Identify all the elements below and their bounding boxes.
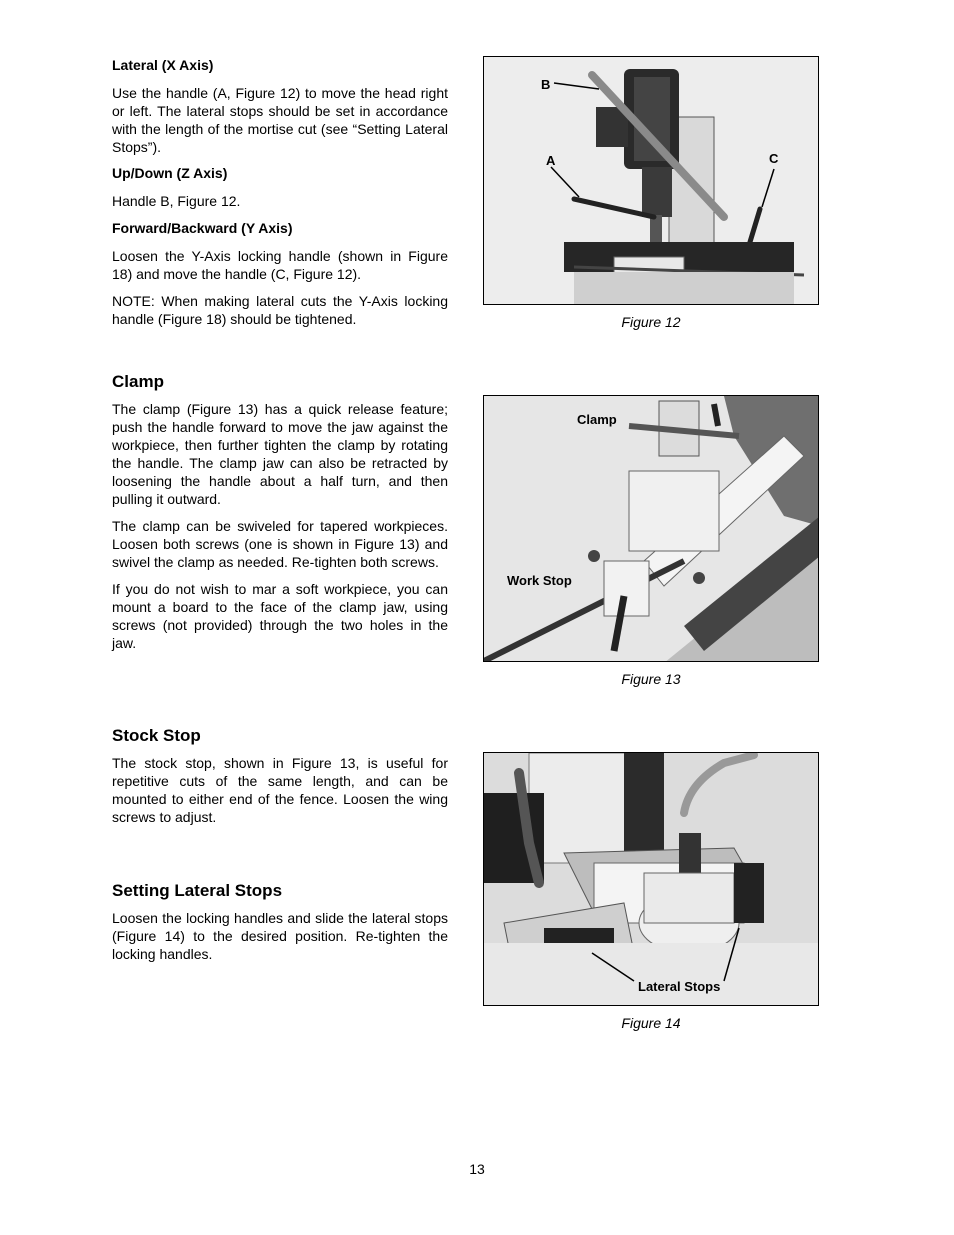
heading-clamp: Clamp — [112, 372, 164, 391]
figure-12-label-b: B — [541, 77, 551, 92]
section-forward — [112, 220, 448, 328]
text-setting-lateral-stops: Loosen the locking handles and slide the lateral stops (Figure 14) to the desired position. Re-tighten the locking handles. — [112, 910, 448, 962]
text-clamp-p2: The clamp can be swiveled for tapered workpieces. Loosen both screws (one is shown in Figure 13) and swivel the clamp as needed. Re-tighten both screws. — [112, 518, 448, 570]
text-clamp-p1: The clamp (Figure 13) has a quick release feature; push the handle forward to move the jaw against the workpiece, then further tighten the clamp by rotating the handle. The clamp jaw can also be retracted by loosening the handle about a half turn, and then pulling it outward. — [112, 401, 448, 507]
section-clamp — [112, 372, 448, 652]
heading-forward-backward-y-axis: Forward/Backward (Y Axis) — [112, 220, 293, 236]
heading-lateral-x-axis: Lateral (X Axis) — [112, 57, 214, 73]
text-clamp-p3: If you do not wish to mar a soft workpiece, you can mount a board to the face of the clamp jaw, using screws (not provided) through the two holes in the jaw. — [112, 581, 448, 651]
figure-13-label-clamp: Clamp — [577, 412, 617, 427]
text-lateral-x-axis: Use the handle (A, Figure 12) to move the head right or left. The lateral stops should be set in accordance with the length of the mortise cut (see “Setting Lateral Stops”). — [112, 85, 448, 155]
section-lateral — [112, 57, 448, 156]
figure-14-photo — [483, 752, 819, 1006]
figure-12-label-a: A — [546, 153, 556, 168]
figure-13-caption: Figure 13 — [621, 671, 681, 687]
section-updown — [112, 165, 448, 210]
figure-14-label-lateral-stops: Lateral Stops — [638, 979, 721, 994]
heading-up-down-z-axis: Up/Down (Z Axis) — [112, 165, 228, 181]
figure-14-illustration — [484, 753, 819, 1006]
text-stock-stop: The stock stop, shown in Figure 13, is useful for repetitive cuts of the same length, and can be mounted to either end of the fence. Loosen the wing screws to adjust. — [112, 755, 448, 825]
figure-13-photo — [483, 395, 819, 662]
figure-13-illustration — [484, 396, 819, 662]
text-up-down-z-axis: Handle B, Figure 12. — [112, 193, 241, 209]
text-note: NOTE: When making lateral cuts the Y-Axis locking handle (Figure 18) should be tightened. — [112, 293, 448, 327]
section-setting-lateral-stops — [112, 881, 448, 963]
text-forward-backward-y-axis: Loosen the Y-Axis locking handle (shown in Figure 18) and move the handle (C, Figure 12). — [112, 248, 448, 282]
page-number: 13 — [469, 1161, 485, 1177]
heading-stock-stop: Stock Stop — [112, 726, 201, 745]
figure-12-label-c: C — [769, 151, 779, 166]
figure-12-illustration — [484, 57, 819, 305]
section-stock-stop — [112, 726, 448, 826]
figure-12-photo — [483, 56, 819, 305]
figure-13-label-work-stop: Work Stop — [507, 573, 572, 588]
figure-12-caption: Figure 12 — [621, 314, 681, 330]
figure-14-caption: Figure 14 — [621, 1015, 681, 1031]
heading-setting-lateral-stops: Setting Lateral Stops — [112, 881, 283, 900]
